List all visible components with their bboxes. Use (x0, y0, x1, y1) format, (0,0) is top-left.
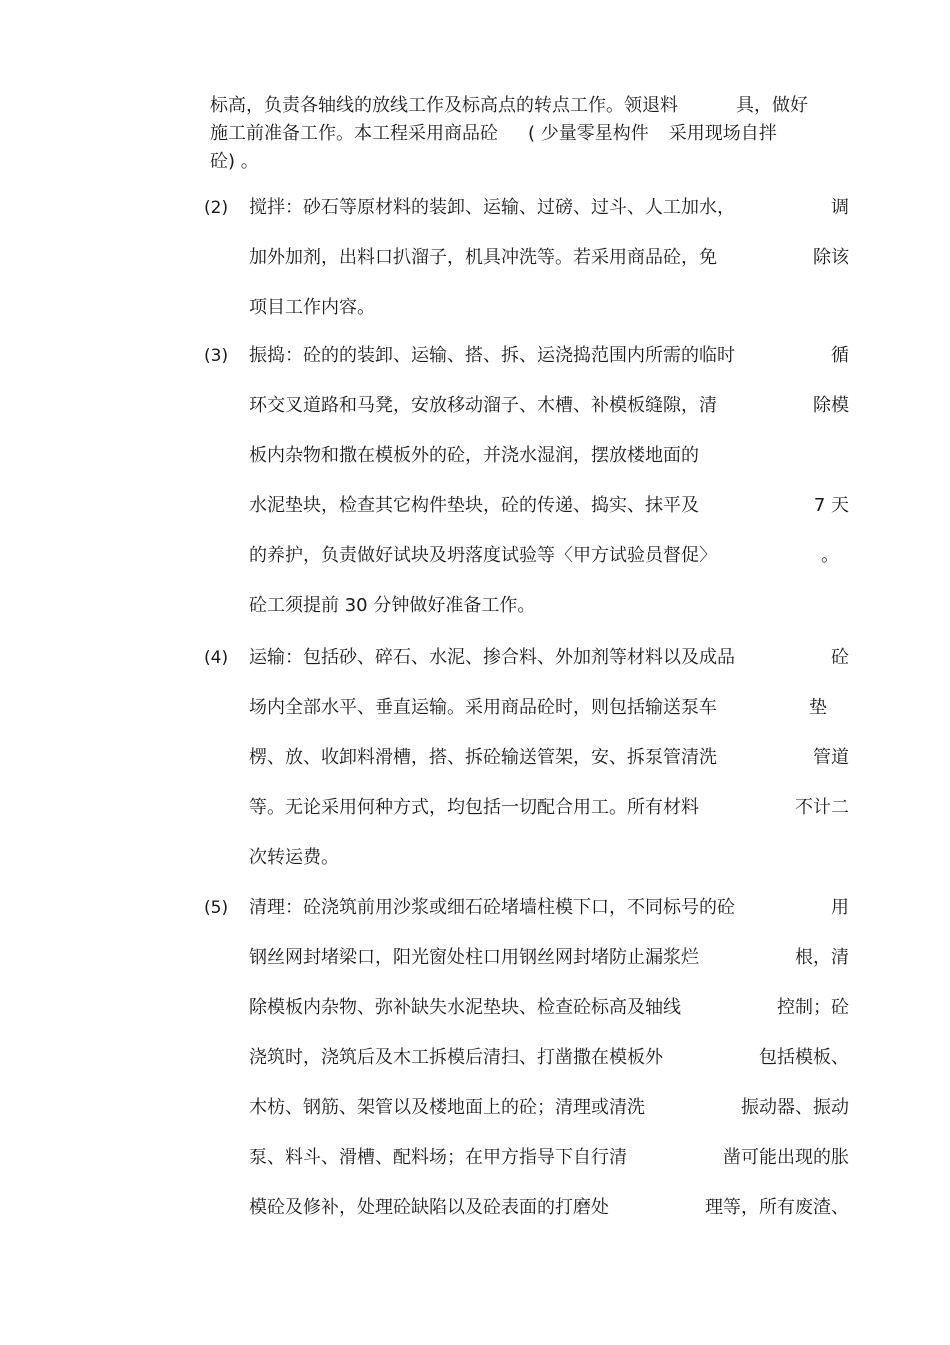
text-line (249, 431, 849, 481)
item-number: (3) (204, 346, 229, 366)
line-text-right: 控制；砼 (777, 997, 849, 1018)
line-text: 次转运费。 (249, 847, 339, 868)
line-text: 除模板内杂物、弥补缺失水泥垫块、检查砼标高及轴线 (249, 997, 681, 1018)
text-line (249, 1033, 849, 1083)
text-line (249, 1133, 849, 1183)
text-line (249, 183, 849, 233)
text-line (249, 833, 849, 883)
line-text-right: 包括模板、 (759, 1047, 849, 1068)
line-text: 场内全部水平、垂直运输。采用商品砼时，则包括输送泵车 (249, 697, 717, 718)
line-text-right: 管道 (813, 747, 849, 768)
line-text: 水泥垫块，检查其它构件垫块，砼的传递、捣实、抹平及 (249, 495, 699, 516)
text-line (249, 283, 849, 333)
text-line (249, 983, 849, 1033)
text-line (249, 1183, 849, 1233)
line-text-right: 垫 (809, 697, 827, 718)
intro-line (210, 120, 850, 148)
text-run: 标高，负责各轴线的放线工作及标高点的转点工作。领退料 (210, 95, 678, 116)
line-text-right: 7 天 (813, 495, 849, 516)
line-text: 浇筑时，浇筑后及木工拆模后清扫、打凿撒在模板外 (249, 1047, 663, 1068)
text-line (249, 683, 849, 733)
line-text-right: 振动器、振动 (741, 1097, 849, 1118)
item-number: (4) (204, 648, 229, 668)
item-number: (5) (204, 898, 229, 918)
line-text: 砼工须提前 30 分钟做好准备工作。 (249, 595, 536, 616)
line-text: 环交叉道路和马凳，安放移动溜子、木槽、补模板缝隙，清 (249, 395, 717, 416)
line-text: 钢丝网封堵梁口，阳光窗处柱口用钢丝网封堵防止漏浆烂 (249, 947, 699, 968)
line-text: 项目工作内容。 (249, 297, 375, 318)
line-text: 清理：砼浇筑前用沙浆或细石砼堵墙柱模下口，不同标号的砼 (249, 897, 735, 918)
line-text: 木枋、钢筋、架管以及楼地面上的砼；清理或清洗 (249, 1097, 645, 1118)
line-text: 泵、料斗、滑槽、配料场；在甲方指导下自行清 (249, 1147, 627, 1168)
line-text-right: 不计二 (795, 797, 849, 818)
text-line (249, 883, 849, 933)
line-text-right: 。 (821, 545, 839, 566)
line-text: 板内杂物和撒在模板外的砼，并浇水湿润，摆放楼地面的 (249, 445, 699, 466)
text-line (249, 331, 849, 381)
line-text: 等。无论采用何种方式，均包括一切配合用工。所有材料 (249, 797, 699, 818)
item-body (249, 183, 849, 333)
text-line (249, 381, 849, 431)
item-body (249, 633, 849, 883)
line-text-right: 凿可能出现的胀 (723, 1147, 849, 1168)
line-text-right: 理等，所有废渣、 (705, 1197, 849, 1218)
text-line (249, 633, 849, 683)
line-text: 运输：包括砂、碎石、水泥、掺合料、外加剂等材料以及成品 (249, 647, 735, 668)
text-run: 采用现场自拌 (668, 123, 777, 144)
intro-paragraph (210, 92, 850, 176)
text-line (249, 933, 849, 983)
item-body (249, 331, 849, 631)
text-line (249, 581, 849, 631)
line-text-right: 用 (831, 897, 849, 918)
line-text: 模砼及修补，处理砼缺陷以及砼表面的打磨处 (249, 1197, 609, 1218)
text-run: 施工前准备工作。本工程采用商品砼 (210, 123, 498, 144)
text-run: 砼) 。 (210, 151, 259, 172)
line-text: 加外加剂，出料口扒溜子，机具冲洗等。若采用商品砼，免 (249, 247, 717, 268)
text-line (249, 531, 849, 581)
line-text: 振捣：砼的的装卸、运输、搭、拆、运浇捣范围内所需的临时 (249, 345, 735, 366)
item-number: (2) (204, 198, 229, 218)
text-run: 具，做好 (736, 95, 808, 116)
text-line (249, 233, 849, 283)
line-text-right: 循 (831, 345, 849, 366)
text-run: ( 少量零星构件 (528, 123, 649, 144)
item-body (249, 883, 849, 1233)
line-text-right: 砼 (831, 647, 849, 668)
text-line (249, 733, 849, 783)
text-line (249, 783, 849, 833)
intro-line (210, 148, 850, 176)
line-text-right: 除该 (813, 247, 849, 268)
line-text: 的养护，负责做好试块及坍落度试验等〈甲方试验员督促〉 (249, 545, 717, 566)
text-line (249, 481, 849, 531)
line-text-right: 调 (831, 197, 849, 218)
text-line (249, 1083, 849, 1133)
line-text-right: 除模 (813, 395, 849, 416)
line-text: 搅拌：砂石等原材料的装卸、运输、过磅、过斗、人工加水， (249, 197, 735, 218)
intro-line (210, 92, 850, 120)
line-text-right: 根，清 (795, 947, 849, 968)
line-text: 楞、放、收卸料滑槽，搭、拆砼输送管架，安、拆泵管清洗 (249, 747, 717, 768)
